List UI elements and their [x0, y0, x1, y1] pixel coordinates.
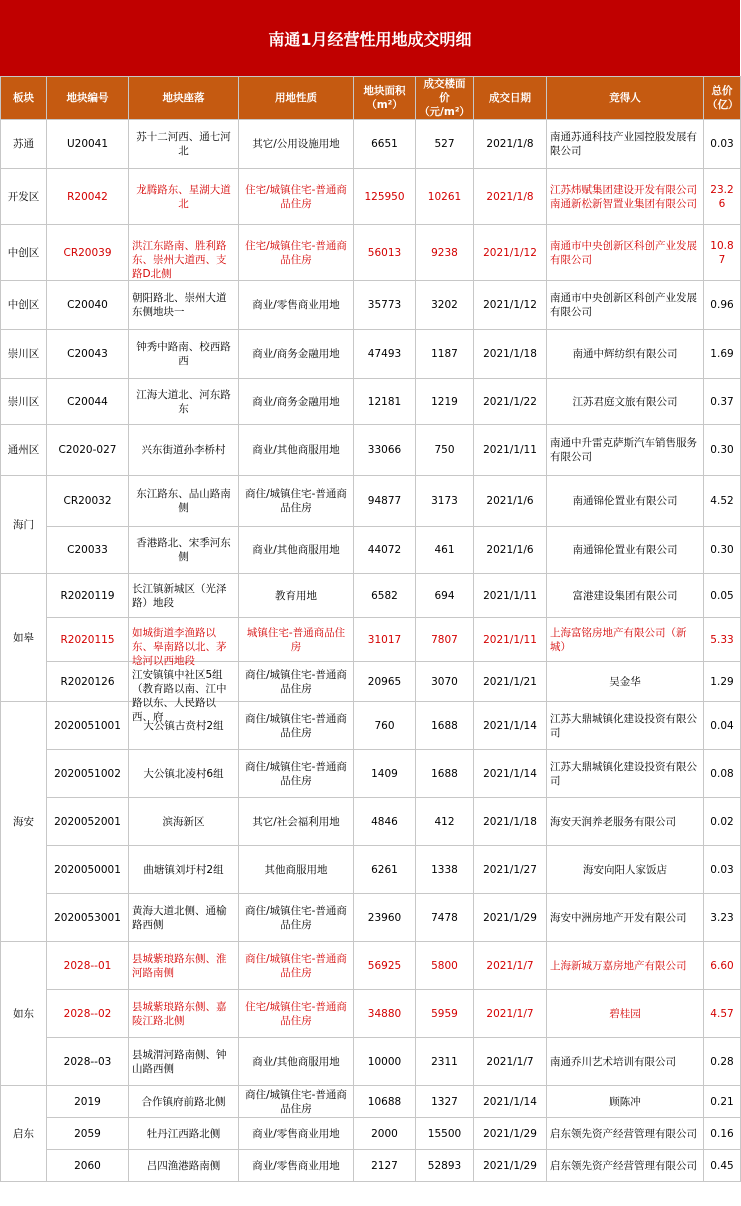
cell-price: 15500: [416, 1118, 474, 1150]
cell-parcel-no: C2020-027: [47, 425, 129, 476]
header-area-line1: 地块面积: [363, 85, 406, 97]
location-text: 吕四渔港路南侧: [146, 1159, 221, 1172]
cell-date: 2021/1/8: [474, 120, 547, 169]
cell-buyer: 江苏大鼎城镇化建设投资有限公司: [547, 702, 704, 750]
cell-location: [129, 225, 239, 281]
cell-area: 33066: [354, 425, 416, 476]
cell-date: 2021/1/7: [474, 942, 547, 990]
cell-date: 2021/1/7: [474, 990, 547, 1038]
table-row: [1, 750, 741, 798]
location-text: 香港路北、宋季河东侧: [136, 537, 231, 563]
cell-buyer: 顾陈冲: [547, 1086, 704, 1118]
table-row: [1, 990, 741, 1038]
cell-price: 1219: [416, 379, 474, 425]
district-cell: 开发区: [1, 169, 47, 225]
cell-area: 2000: [354, 1118, 416, 1150]
cell-parcel-no: 2028--02: [47, 990, 129, 1038]
cell-buyer: 江苏炜赋集团建设开发有限公司 南通新松新智置业集团有限公司: [547, 169, 704, 225]
district-cell: 海安: [1, 702, 47, 942]
district-cell: 崇川区: [1, 379, 47, 425]
cell-buyer: 江苏君庭文旅有限公司: [547, 379, 704, 425]
table-row: [1, 846, 741, 894]
district-cell: 如皋: [1, 574, 47, 702]
cell-area: 10000: [354, 1038, 416, 1086]
table-row: [1, 1150, 741, 1182]
table-row: [1, 1038, 741, 1086]
table-row: [1, 225, 741, 281]
cell-land-use: 商住/城镇住宅-普通商品住房: [239, 476, 354, 527]
cell-date: 2021/1/29: [474, 1118, 547, 1150]
cell-buyer: 吴金华: [547, 662, 704, 702]
location-text: 江海大道北、河东路东: [136, 388, 231, 415]
cell-land-use: 商业/零售商业用地: [239, 1118, 354, 1150]
location-text: 钟秀中路南、校西路西: [136, 341, 231, 367]
cell-price: 3070: [416, 662, 474, 702]
header-parcel-no: 地块编号: [47, 77, 129, 120]
cell-total: 5.33: [704, 618, 741, 662]
cell-price: 527: [416, 120, 474, 169]
cell-area: 35773: [354, 281, 416, 330]
district-cell: 海门: [1, 476, 47, 574]
land-transactions-table: [0, 76, 741, 1182]
cell-location: [129, 662, 239, 723]
cell-land-use: 商住/城镇住宅-普通商品住房: [239, 662, 354, 702]
district-cell: 中创区: [1, 281, 47, 330]
cell-land-use: 商业/零售商业用地: [239, 281, 354, 330]
table-row: [1, 527, 741, 574]
cell-land-use: 教育用地: [239, 574, 354, 618]
cell-parcel-no: 2020052001: [47, 798, 129, 846]
location-text: 朝阳路北、崇州大道东侧地块一: [132, 292, 227, 318]
cell-total: 0.96: [704, 281, 741, 330]
cell-area: 760: [354, 702, 416, 750]
header-total-line1: 总价: [711, 85, 733, 97]
cell-location: [129, 618, 239, 667]
cell-area: 10688: [354, 1086, 416, 1118]
cell-total: 0.30: [704, 527, 741, 574]
cell-parcel-no: 2020053001: [47, 894, 129, 942]
cell-parcel-no: CR20032: [47, 476, 129, 527]
header-district: 板块: [1, 77, 47, 120]
cell-land-use: 商业/其他商服用地: [239, 527, 354, 574]
cell-buyer: 上海新城万嘉房地产有限公司: [547, 942, 704, 990]
cell-date: 2021/1/7: [474, 1038, 547, 1086]
cell-price: 412: [416, 798, 474, 846]
header-buyer: 竞得人: [547, 77, 704, 120]
cell-date: 2021/1/14: [474, 750, 547, 798]
cell-area: 94877: [354, 476, 416, 527]
cell-total: 0.28: [704, 1038, 741, 1086]
header-land-use: 用地性质: [239, 77, 354, 120]
header-location: 地块座落: [129, 77, 239, 120]
cell-buyer: 海安向阳人家饭店: [547, 846, 704, 894]
cell-location: [129, 1150, 239, 1182]
cell-location: [129, 281, 239, 330]
cell-buyer: 海安天润养老服务有限公司: [547, 798, 704, 846]
district-cell: 苏通: [1, 120, 47, 169]
cell-buyer: 南通乔川艺术培训有限公司: [547, 1038, 704, 1086]
location-text: 大公镇古贲村2组: [143, 719, 224, 732]
cell-date: 2021/1/14: [474, 702, 547, 750]
cell-land-use: 商业/零售商业用地: [239, 1150, 354, 1182]
cell-parcel-no: 2059: [47, 1118, 129, 1150]
cell-buyer: 启东领先资产经营管理有限公司: [547, 1118, 704, 1150]
cell-land-use: 商住/城镇住宅-普通商品住房: [239, 894, 354, 942]
table-row: [1, 1086, 741, 1118]
district-cell: 启东: [1, 1086, 47, 1182]
cell-total: 1.29: [704, 662, 741, 702]
cell-price: 3202: [416, 281, 474, 330]
cell-date: 2021/1/8: [474, 169, 547, 225]
cell-total: 6.60: [704, 942, 741, 990]
table-header-row: [1, 77, 741, 120]
header-area: [354, 77, 416, 120]
cell-date: 2021/1/21: [474, 662, 547, 702]
cell-area: 31017: [354, 618, 416, 662]
cell-area: 47493: [354, 330, 416, 379]
table-row: [1, 942, 741, 990]
cell-total: 0.05: [704, 574, 741, 618]
cell-total: 0.30: [704, 425, 741, 476]
header-area-line2: （m²）: [366, 99, 403, 111]
cell-land-use: 商住/城镇住宅-普通商品住房: [239, 750, 354, 798]
location-text: 如城街道李渔路以东、皋南路以北、茅埝河以西地段: [132, 626, 227, 667]
cell-buyer: 南通中辉纺织有限公司: [547, 330, 704, 379]
page-title: 南通1月经营性用地成交明细: [0, 0, 740, 76]
cell-area: 20965: [354, 662, 416, 702]
location-text: 江安镇镇中社区5组（教育路以南、江中路以东、人民路以西、府: [132, 668, 227, 723]
cell-land-use: 其他商服用地: [239, 846, 354, 894]
cell-price: 7807: [416, 618, 474, 662]
cell-land-use: 其它/社会福利用地: [239, 798, 354, 846]
cell-location: [129, 120, 239, 169]
cell-parcel-no: R2020126: [47, 662, 129, 702]
cell-area: 6261: [354, 846, 416, 894]
cell-area: 23960: [354, 894, 416, 942]
cell-price: 1688: [416, 702, 474, 750]
table-row: [1, 662, 741, 702]
cell-location: [129, 1118, 239, 1150]
cell-land-use: 其它/公用设施用地: [239, 120, 354, 169]
cell-area: 4846: [354, 798, 416, 846]
cell-location: [129, 425, 239, 476]
location-text: 大公镇北凌村6组: [143, 767, 224, 780]
cell-buyer: 南通锦伦置业有限公司: [547, 476, 704, 527]
cell-parcel-no: CR20039: [47, 225, 129, 281]
district-cell: 崇川区: [1, 330, 47, 379]
header-date: 成交日期: [474, 77, 547, 120]
cell-total: 0.02: [704, 798, 741, 846]
cell-parcel-no: R2020115: [47, 618, 129, 662]
cell-parcel-no: C20040: [47, 281, 129, 330]
cell-date: 2021/1/29: [474, 894, 547, 942]
table-row: [1, 425, 741, 476]
cell-price: 52893: [416, 1150, 474, 1182]
location-text: 洪江东路南、胜利路东、崇州大道西、支路D北侧: [132, 239, 227, 280]
cell-parcel-no: C20033: [47, 527, 129, 574]
cell-price: 10261: [416, 169, 474, 225]
cell-location: [129, 798, 239, 846]
cell-price: 5800: [416, 942, 474, 990]
cell-date: 2021/1/11: [474, 425, 547, 476]
cell-date: 2021/1/6: [474, 476, 547, 527]
cell-land-use: 商业/商务金融用地: [239, 379, 354, 425]
cell-parcel-no: 2020051001: [47, 702, 129, 750]
cell-land-use: 商业/其他商服用地: [239, 1038, 354, 1086]
cell-location: [129, 1086, 239, 1118]
cell-buyer: 碧桂园: [547, 990, 704, 1038]
cell-price: 9238: [416, 225, 474, 281]
location-text: 滨海新区: [162, 815, 205, 828]
cell-date: 2021/1/29: [474, 1150, 547, 1182]
cell-buyer: 南通市中央创新区科创产业发展有限公司: [547, 281, 704, 330]
district-cell: 通州区: [1, 425, 47, 476]
table-row: [1, 894, 741, 942]
cell-location: [129, 942, 239, 990]
cell-buyer: 南通中升雷克萨斯汽车销售服务有限公司: [547, 425, 704, 476]
location-text: 长江镇新城区（光泽路）地段: [132, 582, 227, 609]
cell-parcel-no: 2060: [47, 1150, 129, 1182]
location-text: 合作镇府前路北侧: [141, 1095, 226, 1108]
table-row: [1, 618, 741, 662]
cell-total: 4.52: [704, 476, 741, 527]
cell-land-use: 商住/城镇住宅-普通商品住房: [239, 1086, 354, 1118]
cell-parcel-no: 2028--03: [47, 1038, 129, 1086]
cell-price: 2311: [416, 1038, 474, 1086]
table-row: [1, 379, 741, 425]
cell-parcel-no: 2028--01: [47, 942, 129, 990]
cell-total: 0.03: [704, 120, 741, 169]
cell-total: 4.57: [704, 990, 741, 1038]
location-text: 曲塘镇刘圩村2组: [143, 863, 224, 876]
cell-land-use: 住宅/城镇住宅-普通商品住房: [239, 169, 354, 225]
cell-price: 1327: [416, 1086, 474, 1118]
location-text: 牡丹江西路北侧: [146, 1127, 221, 1140]
table-row: [1, 281, 741, 330]
cell-buyer: 南通锦伦置业有限公司: [547, 527, 704, 574]
table-row: [1, 169, 741, 225]
cell-land-use: 住宅/城镇住宅-普通商品住房: [239, 990, 354, 1038]
district-cell: 如东: [1, 942, 47, 1086]
cell-location: [129, 750, 239, 798]
cell-total: 0.16: [704, 1118, 741, 1150]
location-text: 东江路东、品山路南侧: [136, 488, 231, 514]
cell-price: 1338: [416, 846, 474, 894]
cell-location: [129, 169, 239, 225]
cell-parcel-no: 2020051002: [47, 750, 129, 798]
cell-total: 0.08: [704, 750, 741, 798]
cell-parcel-no: R20042: [47, 169, 129, 225]
cell-total: 23.26: [704, 169, 741, 225]
cell-buyer: 海安中洲房地产开发有限公司: [547, 894, 704, 942]
cell-location: [129, 527, 239, 574]
cell-total: 1.69: [704, 330, 741, 379]
cell-land-use: 城镇住宅-普通商品住房: [239, 618, 354, 662]
cell-area: 34880: [354, 990, 416, 1038]
header-price-line2: （元/m²）: [419, 106, 470, 118]
location-text: 县城紫琅路东侧、嘉陵江路北侧: [132, 1000, 227, 1027]
cell-area: 125950: [354, 169, 416, 225]
cell-location: [129, 330, 239, 379]
cell-area: 2127: [354, 1150, 416, 1182]
cell-total: 0.21: [704, 1086, 741, 1118]
cell-date: 2021/1/14: [474, 1086, 547, 1118]
location-text: 黄海大道北侧、通榆路西侧: [132, 904, 227, 931]
header-total-line2: （亿）: [707, 99, 739, 111]
cell-parcel-no: C20044: [47, 379, 129, 425]
cell-date: 2021/1/12: [474, 225, 547, 281]
cell-buyer: 启东领先资产经营管理有限公司: [547, 1150, 704, 1182]
cell-total: 0.37: [704, 379, 741, 425]
cell-buyer: 上海富铭房地产有限公司（新城）: [547, 618, 704, 662]
cell-date: 2021/1/27: [474, 846, 547, 894]
cell-parcel-no: 2019: [47, 1086, 129, 1118]
table-row: [1, 330, 741, 379]
table-row: [1, 120, 741, 169]
header-total: [704, 77, 741, 120]
cell-price: 461: [416, 527, 474, 574]
cell-price: 750: [416, 425, 474, 476]
cell-date: 2021/1/22: [474, 379, 547, 425]
cell-date: 2021/1/12: [474, 281, 547, 330]
cell-location: [129, 894, 239, 942]
location-text: 苏十二河西、通七河北: [136, 131, 231, 157]
header-price: [416, 77, 474, 120]
cell-price: 3173: [416, 476, 474, 527]
cell-price: 1688: [416, 750, 474, 798]
cell-parcel-no: R2020119: [47, 574, 129, 618]
cell-parcel-no: U20041: [47, 120, 129, 169]
header-price-line1: 成交楼面价: [423, 78, 466, 104]
cell-date: 2021/1/18: [474, 330, 547, 379]
location-text: 县城渭河路南侧、钟山路西侧: [132, 1048, 227, 1075]
table-row: [1, 798, 741, 846]
location-text: 县城紫琅路东侧、淮河路南侧: [132, 952, 227, 979]
location-text: 兴东街道孙李桥村: [141, 444, 226, 456]
cell-area: 56013: [354, 225, 416, 281]
cell-total: 0.04: [704, 702, 741, 750]
cell-total: 0.45: [704, 1150, 741, 1182]
district-cell: 中创区: [1, 225, 47, 281]
cell-buyer: 南通苏通科技产业园控股发展有限公司: [547, 120, 704, 169]
cell-total: 10.87: [704, 225, 741, 281]
cell-price: 5959: [416, 990, 474, 1038]
cell-price: 694: [416, 574, 474, 618]
cell-area: 56925: [354, 942, 416, 990]
cell-total: 3.23: [704, 894, 741, 942]
cell-location: [129, 574, 239, 618]
cell-buyer: 南通市中央创新区科创产业发展有限公司: [547, 225, 704, 281]
cell-total: 0.03: [704, 846, 741, 894]
cell-area: 44072: [354, 527, 416, 574]
cell-land-use: 商业/其他商服用地: [239, 425, 354, 476]
cell-location: [129, 990, 239, 1038]
cell-buyer: 富港建设集团有限公司: [547, 574, 704, 618]
cell-buyer: 江苏大鼎城镇化建设投资有限公司: [547, 750, 704, 798]
cell-location: [129, 379, 239, 425]
cell-date: 2021/1/6: [474, 527, 547, 574]
cell-price: 7478: [416, 894, 474, 942]
cell-parcel-no: 2020050001: [47, 846, 129, 894]
cell-area: 6582: [354, 574, 416, 618]
table-row: [1, 1118, 741, 1150]
cell-parcel-no: C20043: [47, 330, 129, 379]
cell-land-use: 商住/城镇住宅-普通商品住房: [239, 942, 354, 990]
location-text: 龙腾路东、星湖大道北: [136, 183, 231, 210]
cell-land-use: 商住/城镇住宅-普通商品住房: [239, 702, 354, 750]
cell-area: 12181: [354, 379, 416, 425]
table-row: [1, 574, 741, 618]
cell-date: 2021/1/11: [474, 618, 547, 662]
cell-date: 2021/1/11: [474, 574, 547, 618]
cell-area: 1409: [354, 750, 416, 798]
cell-price: 1187: [416, 330, 474, 379]
cell-land-use: 住宅/城镇住宅-普通商品住房: [239, 225, 354, 281]
cell-date: 2021/1/18: [474, 798, 547, 846]
cell-location: [129, 1038, 239, 1086]
cell-land-use: 商业/商务金融用地: [239, 330, 354, 379]
table-row: [1, 476, 741, 527]
cell-location: [129, 476, 239, 527]
cell-location: [129, 846, 239, 894]
table-row: [1, 702, 741, 750]
cell-area: 6651: [354, 120, 416, 169]
